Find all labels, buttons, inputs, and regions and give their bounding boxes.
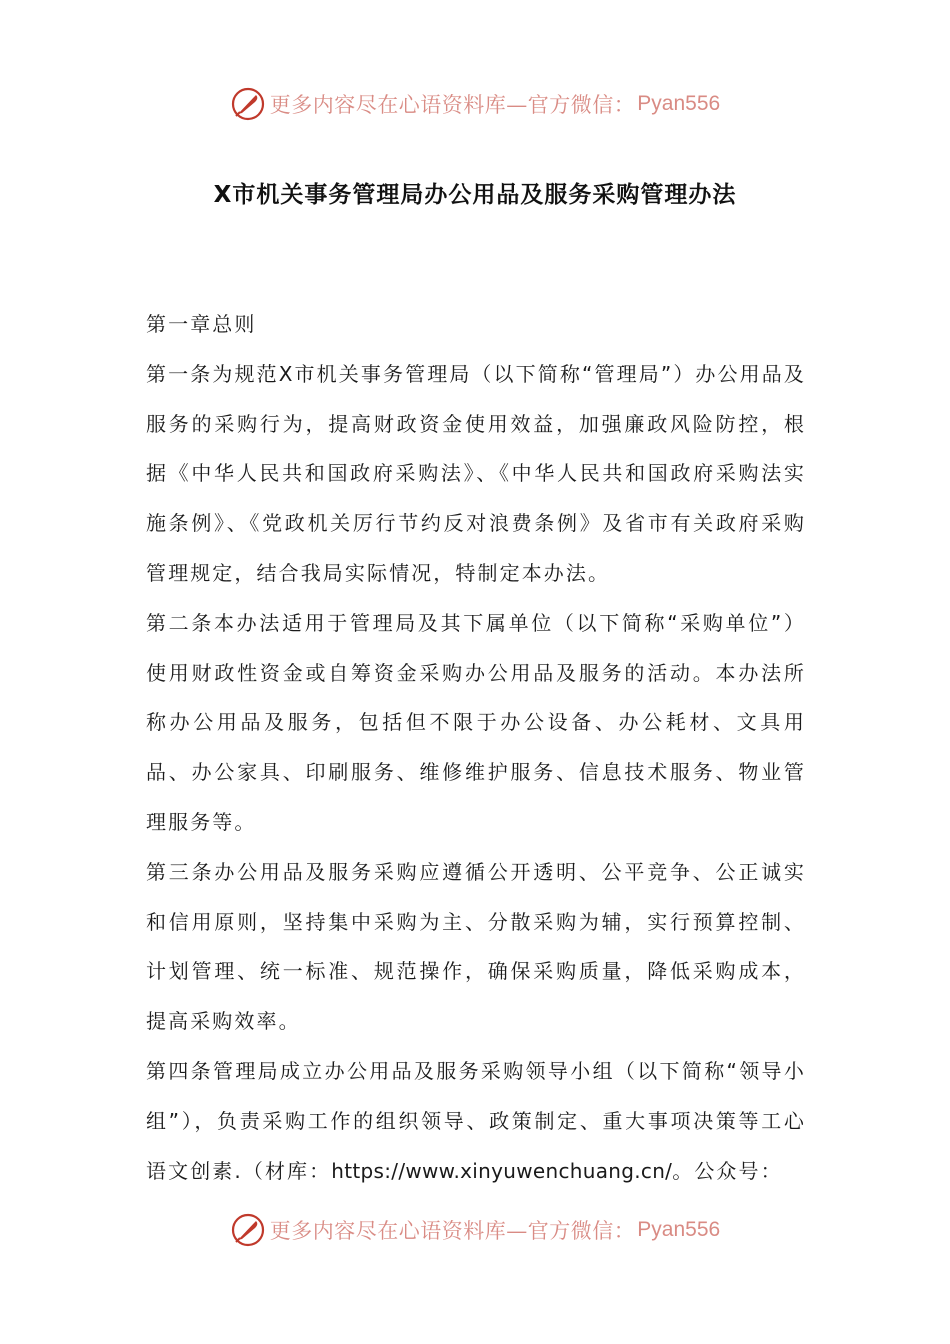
article-3: 第三条办公用品及服务采购应遵循公开透明、公平竞争、公正诚实和信用原则，坚持集中采购为主、分散采购为辅，实行预算控制、计划管理、统一标准、规范操作，确保采购质量，降低采购成本，提高采购效率。: [146, 859, 806, 1034]
article-4-text: 第四条管理局成立办公用品及服务采购领导小组（以下简称“领导小组”），负责采购工作的组织领导、政策制定、重大事项决策等工心语文创素.（材库：: [146, 1058, 806, 1183]
chapter-heading: 第一章总则: [146, 312, 257, 336]
footer-watermark-banner: [0, 1210, 950, 1250]
banner-wechat-id: Pyan556: [637, 1218, 721, 1241]
article-2: 第二条本办法适用于管理局及其下属单位（以下简称“采购单位”）使用财政性资金或自筹资金采购办公用品及服务的活动。本办法所称办公用品及服务，包括但不限于办公设备、办公耗材、文具用品、办公家具、印刷服务、维修维护服务、信息技术服务、物业管理服务等。: [146, 610, 806, 834]
document-title: X市机关事务管理局办公用品及服务采购管理办法: [213, 182, 737, 208]
header-watermark-banner: [0, 84, 950, 124]
article-4: [146, 1047, 806, 1196]
source-url-link[interactable]: https://www.xinyuwenchuang.cn/: [331, 1158, 673, 1183]
quill-logo-icon: [230, 1212, 266, 1248]
article-4-tail: 。公众号：: [672, 1158, 783, 1183]
banner-wechat-id: Pyan556: [637, 92, 721, 115]
quill-logo-icon: [230, 86, 266, 122]
document-body: [146, 300, 806, 1196]
banner-slogan: 更多内容尽在心语资料库—官方微信：: [269, 1219, 636, 1243]
banner-slogan: 更多内容尽在心语资料库—官方微信：: [269, 93, 636, 117]
article-1: 第一条为规范X市机关事务管理局（以下简称“管理局”）办公用品及服务的采购行为，提高财政资金使用效益，加强廉政风险防控，根据《中华人民共和国政府采购法》、《中华人民共和国政府采购法实施条例》、《党政机关厉行节约反对浪费条例》及省市有关政府采购管理规定，结合我局实际情况，特制定本办法。: [146, 361, 806, 585]
